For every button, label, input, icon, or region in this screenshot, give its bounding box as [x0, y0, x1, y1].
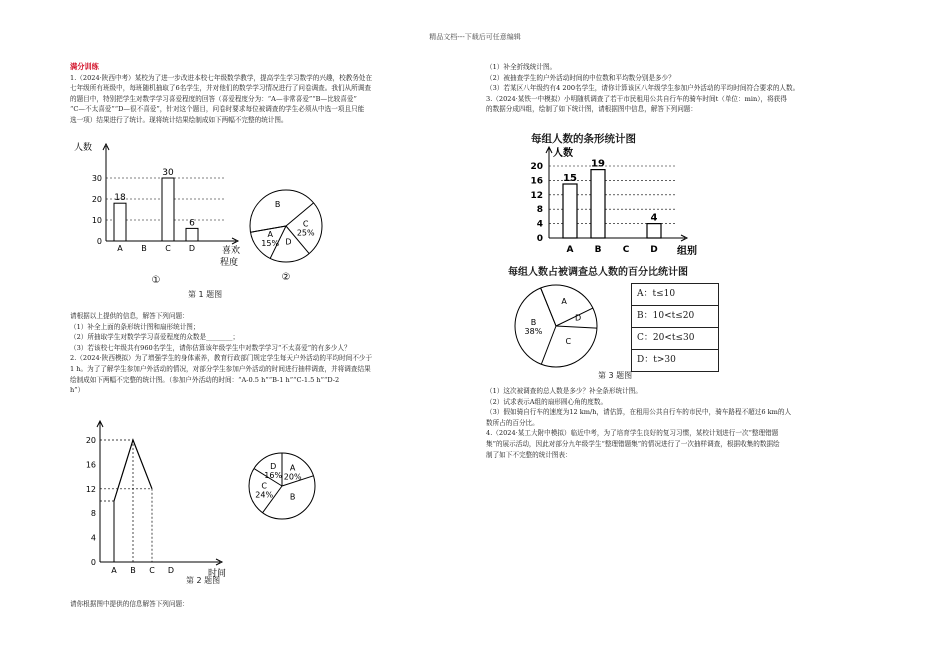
slice-percent: 25% [296, 228, 315, 238]
x-tick-label: C [165, 244, 171, 253]
y-tick-label: 16 [85, 460, 96, 470]
x-tick-label: D [650, 245, 658, 255]
y-axis-label: 人数 [553, 148, 573, 159]
y-axis-label: 人数 [74, 143, 93, 153]
bar-value-label: 4 [650, 212, 658, 224]
q2-line: 2.（2024·陕西模拟）为了增强学生的身体素养，教育行政部门规定学生每天户外活动的平均时间不少于 [70, 354, 373, 363]
fig3-caption: 第 3 题图 [598, 371, 633, 380]
y-tick-label: 0 [536, 234, 543, 244]
x-axis-label-2: 程度 [220, 258, 239, 268]
y-tick-label: 4 [90, 533, 96, 543]
q1-line: 选一项）结果进行了统计。现将统计结果绘制成如下两幅不完整的统计图。 [70, 115, 288, 124]
q3-part: （2）试求表示A组的扇形圆心角的度数。 [486, 397, 608, 406]
x-tick-label: A [111, 566, 117, 575]
y-tick-label: 8 [90, 509, 96, 519]
q1-line: 七年级所有班级中，每班随机抽取了6名学生，并对他们的数学学习情况进行了问卷调查。我们从所调查 [70, 84, 371, 93]
slice-percent: 38% [524, 327, 543, 337]
slice-label: A [267, 229, 273, 239]
slice-label: B [530, 318, 537, 328]
q2-line: 绘制成如下两幅不完整的统计图。（参加户外活动的时间：“A-0.5 h”“B-1 h”“C-1.5 h”“D-2 [70, 375, 340, 384]
q4-line: 制了如下不完整的统计图表： [486, 450, 572, 459]
q2-tail-line: 请你根据图中提供的信息解答下列问题： [70, 600, 189, 608]
q4-line: 集”的展示活动，因此对部分九年级学生“整理错题集”的情况进行了一次抽样调查，根据收集的数据绘 [486, 439, 780, 448]
q2-part: （3）若某区八年级约有4 200名学生，请你计算该区八年级学生参加户外活动的平均时间符合要求的人数。 [486, 84, 800, 93]
question-1-parts [70, 311, 470, 396]
slice-label: C [302, 219, 309, 229]
y-tick-label: 16 [530, 176, 543, 187]
q2-line: 1 h。为了了解学生参加户外活动的情况，对部分学生参加户外活动的时间进行抽样调查，并将调查结果 [70, 364, 371, 373]
bar [162, 178, 174, 241]
slice-label: C [261, 481, 267, 491]
q1-part: （1）补全上面的条形统计图和扇形统计图； [70, 322, 200, 331]
q2-part: （1）补全折线统计图。 [486, 63, 557, 71]
q2-line: h”） [70, 386, 85, 395]
slice-percent: 15% [261, 238, 280, 248]
x-tick-label: B [130, 566, 136, 575]
slice-label: B [289, 492, 296, 502]
y-tick-label: 20 [91, 195, 102, 204]
y-tick-label: 8 [536, 205, 543, 216]
y-tick-label: 20 [530, 162, 543, 172]
x-axis-label: 组别 [677, 246, 697, 257]
fig2-pie-chart [246, 450, 326, 530]
left-column [70, 62, 470, 126]
slice-label: D [270, 462, 277, 472]
section-title: 满分训练 [70, 62, 99, 71]
x-tick-label: D [188, 244, 196, 253]
slice-label: C [565, 336, 572, 346]
x-tick-label: A [566, 245, 574, 255]
q3-part: 数所占的百分比。 [486, 418, 539, 427]
y-tick-label: 0 [90, 558, 96, 567]
y-tick-label: 0 [96, 237, 102, 246]
x-tick-label: D [167, 566, 175, 575]
x-tick-label: A [117, 244, 123, 253]
bar [186, 228, 198, 241]
bar-value-label: 19 [591, 158, 605, 170]
bar [647, 224, 661, 238]
legend-row-a: A：t≤10 [632, 284, 718, 306]
x-axis-label: 时间 [208, 569, 227, 578]
fig2-caption: 第 2 题图 [186, 576, 221, 585]
q4-line: 4.（2024·某工大附中模拟）临近中考，为了培育学生良好的复习习惯，某校计划进行一次“整理错题 [486, 429, 779, 438]
question-1-text [70, 73, 470, 126]
q1-line: 1.（2024·陕西中考）某校为了进一步改进本校七年级数学教学，提高学生学习数学的兴趣，校教务处在 [70, 73, 373, 82]
fig2-line-chart [70, 418, 250, 578]
fig3-pie-title: 每组人数占被调查总人数的百分比统计图 [508, 267, 688, 278]
x-axis-label: 喜欢 [222, 246, 241, 256]
legend-row-b: B：10<t≤20 [632, 306, 718, 328]
q2-part: （2）被抽查学生的户外活动时间的中位数和平均数分别是多少？ [486, 73, 675, 82]
y-tick-label: 10 [91, 216, 102, 225]
q1-line: “C—不太喜爱”“D—很不喜爱”，针对这个题目，问卷时要求每位被调查的学生必须从中选一项且只能 [70, 105, 365, 114]
fig3-bar-title: 每组人数的条形统计图 [531, 133, 636, 145]
chart-sublabel: ① [151, 275, 161, 286]
x-tick-label: B [141, 244, 147, 253]
q1-part: 请根据以上提供的信息，解答下列问题： [70, 312, 189, 320]
fig3-legend-table [631, 283, 719, 372]
q3-part: （3）假如骑自行车的速度为12 km/h，请估算，在租用公共自行车的市民中，骑车路程不超过6 km的人 [486, 408, 792, 417]
page-header: 精品文档---下载后可任意编辑 [429, 33, 521, 41]
q1-part: （2）所抽取学生对数学学习喜爱程度的众数是________； [70, 333, 240, 342]
slice-label: B [274, 200, 281, 210]
question-2-tail [70, 599, 470, 610]
slice-percent: 16% [264, 471, 283, 481]
fig3-pie-chart [512, 282, 602, 372]
slice-label: A [561, 296, 567, 306]
right-column-bottom [486, 386, 896, 460]
y-tick-label: 4 [536, 219, 543, 230]
x-tick-label: B [594, 245, 602, 255]
fig1-caption: 第 1 题图 [188, 290, 223, 299]
bar-value-label: 30 [162, 168, 174, 178]
q3-part: （1）这次被调查的总人数是多少？补全条形统计图。 [486, 387, 642, 395]
y-tick-label: 12 [85, 484, 96, 494]
fig1-pie-chart [248, 184, 328, 284]
bar [563, 184, 577, 238]
bar [591, 170, 605, 238]
right-column-top [486, 62, 896, 115]
x-tick-label: C [149, 566, 155, 575]
chart-sublabel: ② [281, 272, 291, 283]
slice-label: D [575, 313, 582, 323]
y-tick-label: 20 [85, 436, 96, 445]
q3-line: 3.（2024·某铁一中模拟）小明随机调查了若干市民租用公共自行车的骑车时间t（单位：min），将获得 [486, 94, 787, 103]
bar [114, 203, 126, 241]
bar-value-label: 6 [189, 218, 195, 229]
bar-value-label: 18 [114, 193, 126, 204]
q3-line: 的数据分成四组，绘制了如下统计图，请根据图中信息，解答下列问题： [486, 105, 697, 114]
y-tick-label: 30 [91, 174, 102, 183]
bar-value-label: 15 [563, 173, 577, 184]
slice-label: D [285, 237, 292, 247]
legend-row-c: C：20<t≤30 [632, 328, 718, 350]
q1-part: （3）若该校七年级共有960名学生，请你估算该年级学生中对数学学习“不太喜爱”的有多少人？ [70, 343, 351, 352]
fig3-bar-chart [505, 144, 705, 262]
slice-percent: 20% [283, 472, 302, 482]
legend-row-d: D：t>30 [637, 355, 676, 365]
y-tick-label: 12 [530, 190, 543, 201]
slice-percent: 24% [255, 490, 274, 500]
fig1-bar-chart [70, 138, 250, 288]
x-tick-label: C [622, 245, 630, 255]
slice-label: A [289, 463, 296, 473]
q1-line: 的题目中，特别把学生对数学学习喜爱程度的回答（喜爱程度分为：“A—非常喜爱”“B—比较喜爱” [70, 94, 357, 103]
